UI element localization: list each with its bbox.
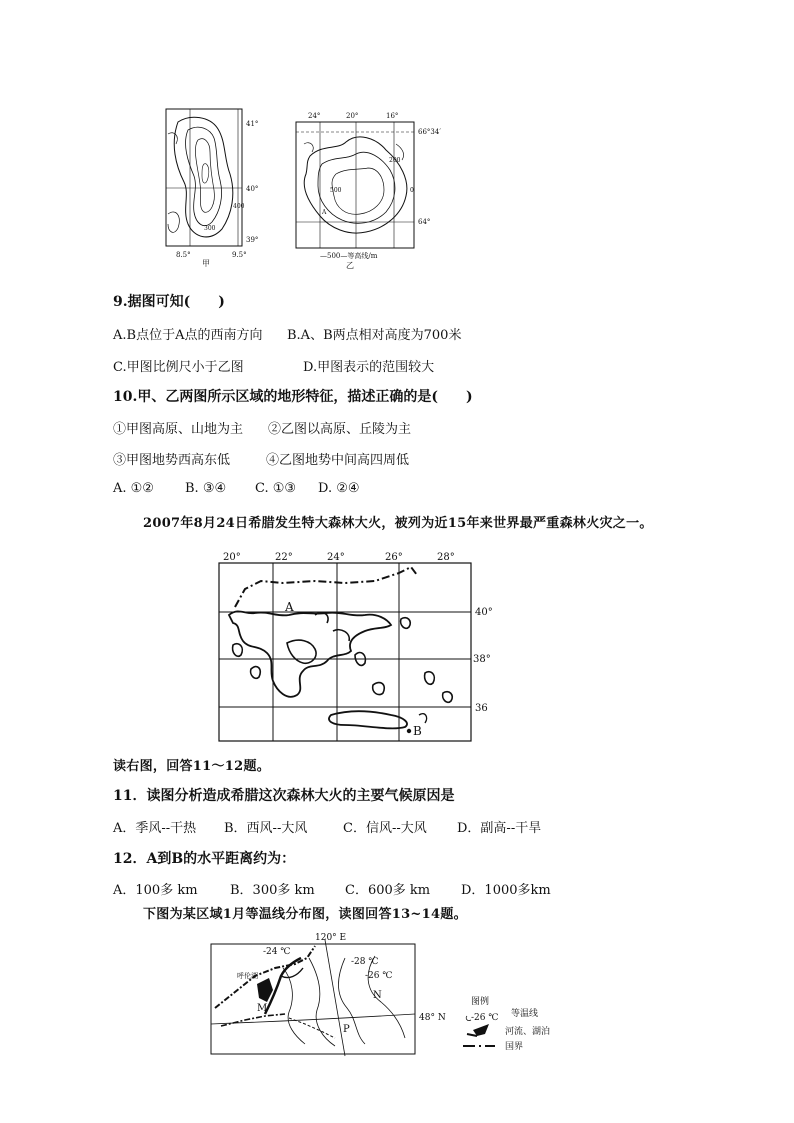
lat-label-41: 41°	[246, 120, 259, 128]
q10-statement-3: ③甲图地势西高东低	[113, 453, 231, 468]
q11-option-b[interactable]: B．西风--大风	[224, 821, 308, 836]
q9-option-d[interactable]: D.甲图表示的范围较大	[303, 360, 435, 375]
point-b-label: B	[413, 724, 422, 738]
q11-option-c[interactable]: C．信风--大风	[343, 821, 427, 836]
q10-option-c[interactable]: C. ①③	[255, 481, 297, 496]
q10-option-d[interactable]: D. ②④	[318, 481, 360, 496]
q11-option-d[interactable]: D．副高--干旱	[457, 821, 542, 836]
legend-river-lake: 河流、湖泊	[505, 1027, 551, 1037]
q11-stem: 11．读图分析造成希腊这次森林大火的主要气候原因是	[113, 788, 455, 804]
legend-isotherm: 等温线	[511, 1009, 539, 1019]
q12-stem: 12．A到B的水平距离约为：	[113, 851, 296, 867]
lat-label-36: 36	[475, 703, 488, 714]
q12-option-a[interactable]: A．100多 km	[113, 883, 198, 898]
greece-frame	[219, 563, 471, 741]
greece-border	[235, 567, 417, 607]
legend-border: 国界	[505, 1042, 524, 1052]
map-jia-caption: 甲	[202, 259, 210, 268]
lon-label-28: 28°	[437, 552, 455, 563]
meridian-120e	[325, 940, 345, 1056]
legend-isotherm-value: -26 ℃	[471, 1013, 499, 1023]
lat-label-40: 40°	[246, 185, 259, 193]
q10-option-b[interactable]: B. ③④	[185, 481, 227, 496]
lat-label-40: 40°	[475, 607, 493, 618]
isotherm-label-28: -28 ℃	[351, 957, 379, 967]
contour-label-200: 200	[389, 157, 401, 164]
q9-stem: 9.据图可知( )	[113, 294, 225, 310]
q10-option-a[interactable]: A. ①②	[113, 481, 154, 496]
map-yi-caption: 乙	[346, 261, 354, 270]
q12-option-b[interactable]: B．300多 km	[230, 883, 315, 898]
lon-label-9-5: 9.5°	[232, 251, 247, 259]
lon-label-24: 24°	[327, 552, 345, 563]
greece-fire-intro: 2007年8月24日希腊发生特大森林大火，被列为近15年来世界最严重森林火灾之一。	[143, 516, 653, 531]
lon-label-8-5: 8.5°	[176, 251, 191, 259]
q10-statement-2: ②乙图以高原、丘陵为主	[268, 422, 412, 437]
q9-option-a[interactable]: A.B点位于A点的西南方向	[113, 328, 263, 343]
contour-legend: —500—等高线/m	[320, 252, 378, 260]
q11-option-a[interactable]: A．季风--干热	[113, 821, 197, 836]
map-isotherm	[205, 928, 575, 1060]
lake-label: 呼伦湖	[237, 972, 258, 980]
isotherm-frame	[211, 944, 415, 1054]
point-m: M	[257, 1003, 268, 1014]
parallel-48n	[211, 1014, 415, 1024]
q12-option-d[interactable]: D．1000多km	[461, 883, 551, 898]
q9-option-b[interactable]: B.A、B两点相对高度为700米	[287, 328, 462, 343]
contour-label-500: 500	[330, 187, 342, 194]
lat-label-64: 64°	[418, 218, 431, 226]
greece-mainland	[229, 611, 391, 696]
point-a-label: A	[285, 600, 294, 614]
crete-island	[329, 711, 407, 728]
lat-label-38: 38°	[473, 654, 491, 665]
isotherm-24	[283, 968, 305, 1044]
isotherm-label-26: -26 ℃	[365, 971, 393, 981]
lat-label-39: 39°	[246, 236, 259, 244]
lat-label-66-34: 66°34′	[418, 128, 441, 136]
contour-label-400: 400	[233, 203, 245, 210]
iceland-coast	[304, 137, 407, 233]
q10-statement-4: ④乙图地势中间高四周低	[266, 453, 410, 468]
point-a-yi: A	[322, 209, 327, 216]
q10-statement-1: ①甲图高原、山地为主	[113, 422, 244, 437]
meridian-label: 120° E	[315, 933, 347, 943]
isotherm-28	[309, 958, 335, 1046]
q9-option-c[interactable]: C.甲图比例尺小于乙图	[113, 360, 244, 375]
isotherm-label-24: -24 ℃	[263, 947, 291, 957]
island-coast	[174, 117, 233, 237]
map-greece	[215, 545, 505, 745]
contour-label-0: 0	[410, 187, 414, 194]
lon-label-20: 20°	[346, 112, 359, 120]
point-p: P	[343, 1024, 350, 1035]
lon-label-22: 22°	[275, 552, 293, 563]
isotherm-intro: 下图为某区域1月等温线分布图，读图回答13~14题。	[143, 907, 467, 922]
read-instruction: 读右图，回答11～12题。	[113, 759, 271, 774]
contour-label-300: 300	[204, 225, 216, 232]
point-n: N	[373, 990, 382, 1001]
map-yi-frame	[296, 122, 414, 248]
map-jia-yi	[160, 104, 460, 274]
q10-stem: 10.甲、乙两图所示区域的地形特征，描述正确的是( )	[113, 389, 473, 405]
lon-label-16: 16°	[386, 112, 399, 120]
lon-label-26: 26°	[385, 552, 403, 563]
parallel-label: 48° N	[419, 1013, 446, 1023]
point-b-dot	[407, 729, 411, 733]
legend-title: 图例	[471, 997, 490, 1007]
lake-hulun	[257, 978, 273, 1002]
lon-label-20: 20°	[223, 552, 241, 563]
q12-option-c[interactable]: C．600多 km	[345, 883, 431, 898]
lon-label-24: 24°	[308, 112, 321, 120]
